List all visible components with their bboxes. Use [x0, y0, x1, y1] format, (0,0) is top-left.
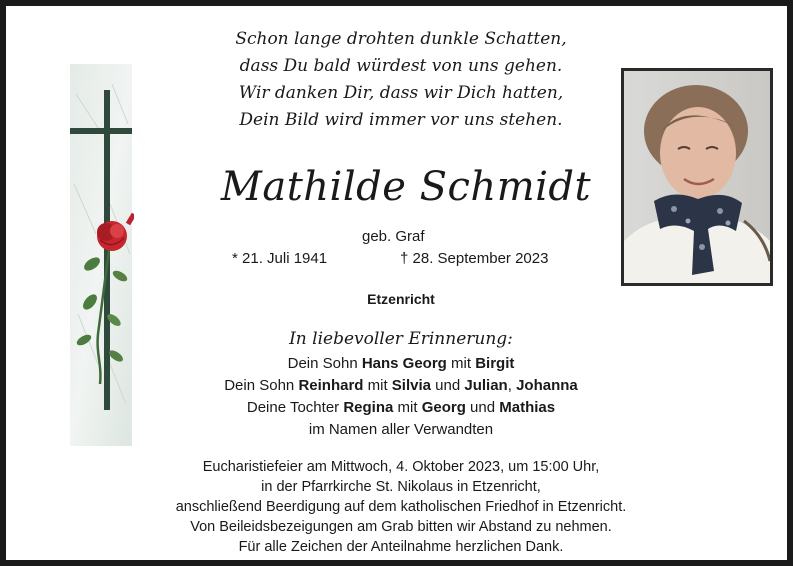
service-line: Von Beileidsbezeigungen am Grab bitten wir Abstand zu nehmen.	[190, 519, 612, 535]
portrait-photo	[621, 68, 773, 286]
survivor-line: Dein Sohn Reinhard mit Silvia und Julian, Johanna	[224, 377, 578, 394]
cross-with-rose-image	[62, 64, 134, 446]
poem-line: Schon lange drohten dunkle Schatten,	[235, 29, 567, 49]
service-line: in der Pfarrkirche St. Nikolaus in Etzenricht,	[261, 479, 541, 495]
service-line: Eucharistiefeier am Mittwoch, 4. Oktober 2023, um 15:00 Uhr,	[202, 459, 600, 475]
poem-line: Dein Bild wird immer vor uns stehen.	[239, 110, 563, 130]
survivors-list	[156, 353, 646, 441]
survivor-line: Dein Sohn Hans Georg mit Birgit	[287, 355, 515, 372]
service-information	[106, 457, 696, 557]
place-of-residence: Etzenricht	[367, 291, 435, 307]
poem-line: Wir danken Dir, dass wir Dich hatten,	[238, 83, 564, 103]
poem	[176, 26, 626, 134]
service-line: Für alle Zeichen der Anteilnahme herzlichen Dank.	[238, 539, 564, 555]
service-line: anschließend Beerdigung auf dem katholischen Friedhof in Etzenricht.	[175, 499, 627, 515]
deceased-name: Mathilde Schmidt	[220, 164, 592, 210]
survivor-line: im Namen aller Verwandten	[308, 421, 494, 438]
birth-date: * 21. Juli 1941	[232, 250, 328, 267]
death-date: † 28. September 2023	[400, 250, 549, 267]
poem-line: dass Du bald würdest von uns gehen.	[239, 56, 563, 76]
maiden-name: geb. Graf	[362, 228, 425, 245]
memory-heading: In liebevoller Erinnerung:	[289, 329, 513, 349]
survivor-line: Deine Tochter Regina mit Georg und Mathias	[246, 399, 556, 416]
